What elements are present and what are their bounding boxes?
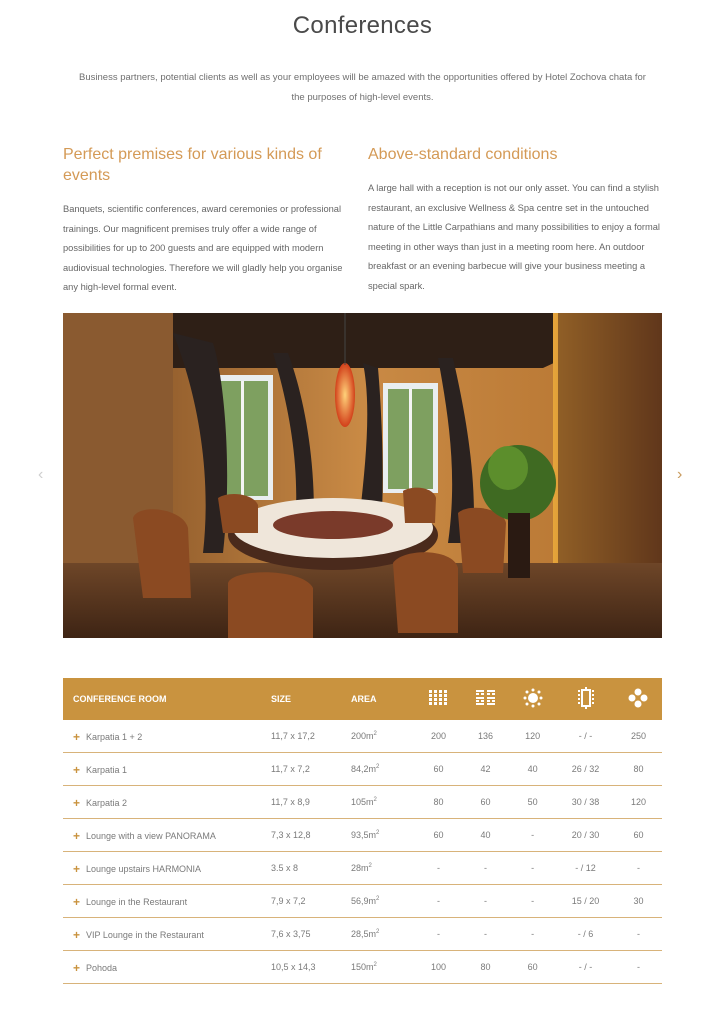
table-row[interactable] bbox=[63, 786, 662, 819]
header-size: SIZE bbox=[271, 694, 292, 704]
table-row[interactable] bbox=[63, 819, 662, 852]
room-name[interactable]: Lounge upstairs HARMONIA bbox=[86, 864, 202, 874]
capacity-cell-5: - bbox=[615, 918, 662, 951]
room-name[interactable]: Karpatia 1 bbox=[86, 765, 128, 775]
room-name[interactable]: Karpatia 1 + 2 bbox=[86, 732, 143, 742]
slider-prev-arrow[interactable]: ‹ bbox=[38, 466, 44, 483]
area-unit-superscript: 2 bbox=[373, 731, 377, 737]
room-area-value: 105m bbox=[351, 797, 374, 807]
expand-plus-icon[interactable]: + bbox=[73, 730, 81, 744]
u-shape-icon bbox=[556, 678, 615, 720]
capacity-cell-4: 30 / 38 bbox=[556, 786, 615, 819]
table-row[interactable] bbox=[63, 852, 662, 885]
capacity-cell-4: - / 12 bbox=[556, 852, 615, 885]
room-name-cell bbox=[63, 819, 271, 852]
right-heading: Above-standard conditions bbox=[368, 146, 558, 163]
room-name[interactable]: Karpatia 2 bbox=[86, 798, 128, 808]
room-name-cell bbox=[63, 753, 271, 786]
area-unit-superscript: 2 bbox=[376, 764, 380, 770]
area-unit-superscript: 2 bbox=[373, 962, 377, 968]
area-unit-superscript: 2 bbox=[376, 896, 380, 902]
room-area-value: 200m bbox=[351, 731, 374, 741]
room-area-cell bbox=[351, 753, 415, 786]
capacity-cell-2: 60 bbox=[462, 786, 509, 819]
capacity-cell-1: 60 bbox=[415, 753, 462, 786]
right-column bbox=[368, 144, 663, 296]
table-row[interactable] bbox=[63, 885, 662, 918]
room-name-cell bbox=[63, 720, 271, 753]
capacity-cell-5: 60 bbox=[615, 819, 662, 852]
room-name[interactable]: Lounge in the Restaurant bbox=[86, 897, 188, 907]
left-column bbox=[63, 144, 358, 298]
room-area-cell bbox=[351, 852, 415, 885]
capacity-cell-5: 120 bbox=[615, 786, 662, 819]
room-area-cell bbox=[351, 951, 415, 984]
capacity-cell-2: 80 bbox=[462, 951, 509, 984]
room-area-cell bbox=[351, 720, 415, 753]
room-area-value: 56,9m bbox=[351, 896, 377, 906]
capacity-cell-5: - bbox=[615, 852, 662, 885]
room-name-cell bbox=[63, 786, 271, 819]
capacity-cell-1: - bbox=[415, 918, 462, 951]
room-name[interactable]: VIP Lounge in the Restaurant bbox=[86, 930, 204, 940]
room-name[interactable]: Pohoda bbox=[86, 963, 118, 973]
capacity-cell-1: 80 bbox=[415, 786, 462, 819]
capacity-cell-4: - / - bbox=[556, 951, 615, 984]
room-size-cell: 7,6 x 3,75 bbox=[271, 918, 351, 951]
table-row[interactable] bbox=[63, 753, 662, 786]
capacity-cell-1: 60 bbox=[415, 819, 462, 852]
expand-plus-icon[interactable]: + bbox=[73, 829, 81, 843]
room-area-cell bbox=[351, 819, 415, 852]
capacity-cell-4: - / - bbox=[556, 720, 615, 753]
conference-room-photo bbox=[63, 313, 662, 638]
capacity-cell-2: 42 bbox=[462, 753, 509, 786]
banquet-icon bbox=[615, 678, 662, 720]
room-size-cell: 11,7 x 7,2 bbox=[271, 753, 351, 786]
capacity-cell-3: 120 bbox=[509, 720, 556, 753]
capacity-cell-4: 20 / 30 bbox=[556, 819, 615, 852]
area-unit-superscript: 2 bbox=[368, 863, 372, 869]
reception-icon bbox=[509, 678, 556, 720]
room-name[interactable]: Lounge with a view PANORAMA bbox=[86, 831, 216, 841]
capacity-cell-2: - bbox=[462, 885, 509, 918]
expand-plus-icon[interactable]: + bbox=[73, 796, 81, 810]
capacity-cell-5: 250 bbox=[615, 720, 662, 753]
capacity-cell-3: 50 bbox=[509, 786, 556, 819]
room-size-cell: 11,7 x 8,9 bbox=[271, 786, 351, 819]
capacity-cell-2: - bbox=[462, 918, 509, 951]
room-size-cell: 11,7 x 17,2 bbox=[271, 720, 351, 753]
capacity-cell-5: 30 bbox=[615, 885, 662, 918]
table-row[interactable] bbox=[63, 918, 662, 951]
capacity-cell-2: - bbox=[462, 852, 509, 885]
room-area-value: 93,5m bbox=[351, 830, 377, 840]
room-size-cell: 7,9 x 7,2 bbox=[271, 885, 351, 918]
intro-text: Business partners, potential clients as well as your employees will be amazed with the opportunities offered by Hotel Zochova chata for the purposes of high-level events. bbox=[79, 72, 646, 103]
capacity-cell-1: 200 bbox=[415, 720, 462, 753]
area-unit-superscript: 2 bbox=[376, 830, 380, 836]
page-title: Conferences bbox=[292, 12, 433, 39]
capacity-cell-3: 40 bbox=[509, 753, 556, 786]
capacity-cell-1: - bbox=[415, 885, 462, 918]
capacity-cell-4: 26 / 32 bbox=[556, 753, 615, 786]
capacity-cell-3: - bbox=[509, 852, 556, 885]
expand-plus-icon[interactable]: + bbox=[73, 928, 81, 942]
room-name-cell bbox=[63, 885, 271, 918]
photo-slider bbox=[63, 313, 662, 638]
capacity-cell-4: - / 6 bbox=[556, 918, 615, 951]
left-text: Banquets, scientific conferences, award ceremonies or professional trainings. Our magnificent premises truly offer a wide range of possibilities for up to 200 guests and are equipped with modern audiovisual technologies. Therefore we will gladly help you organise any high-level formal event. bbox=[63, 204, 343, 292]
room-area-value: 84,2m bbox=[351, 764, 377, 774]
capacity-cell-3: - bbox=[509, 819, 556, 852]
right-text: A large hall with a reception is not our only asset. You can find a stylish restaurant, an exclusive Wellness & Spa centre set in the untouched nature of the Little Carpathians and many possibilities to enjoy a formal meeting in other ways than just in a meeting room here. An outdoor breakfast or an evening barbecue will give your business meeting a special spark. bbox=[368, 183, 660, 291]
capacity-cell-5: 80 bbox=[615, 753, 662, 786]
room-area-value: 150m bbox=[351, 962, 374, 972]
room-size-cell: 10,5 x 14,3 bbox=[271, 951, 351, 984]
conference-rooms-table bbox=[63, 678, 662, 984]
area-unit-superscript: 2 bbox=[373, 797, 377, 803]
capacity-cell-2: 40 bbox=[462, 819, 509, 852]
left-heading: Perfect premises for various kinds of events bbox=[63, 146, 322, 184]
classroom-seating-icon bbox=[462, 678, 509, 720]
area-unit-superscript: 2 bbox=[376, 929, 380, 935]
room-name-cell bbox=[63, 852, 271, 885]
room-name-cell bbox=[63, 918, 271, 951]
room-area-cell bbox=[351, 885, 415, 918]
capacity-cell-1: 100 bbox=[415, 951, 462, 984]
room-area-cell bbox=[351, 786, 415, 819]
table-row[interactable] bbox=[63, 720, 662, 753]
slider-next-arrow[interactable]: › bbox=[677, 466, 683, 483]
header-conference-room: CONFERENCE ROOM bbox=[73, 694, 167, 704]
expand-plus-icon[interactable]: + bbox=[73, 961, 81, 975]
capacity-cell-3: 60 bbox=[509, 951, 556, 984]
room-area-cell bbox=[351, 918, 415, 951]
capacity-cell-3: - bbox=[509, 885, 556, 918]
header-area: AREA bbox=[351, 694, 377, 704]
expand-plus-icon[interactable]: + bbox=[73, 895, 81, 909]
expand-plus-icon[interactable]: + bbox=[73, 763, 81, 777]
table-row[interactable] bbox=[63, 951, 662, 984]
room-size-cell: 3.5 x 8 bbox=[271, 852, 351, 885]
table-header-row bbox=[63, 678, 662, 720]
room-size-cell: 7,3 x 12,8 bbox=[271, 819, 351, 852]
capacity-cell-3: - bbox=[509, 918, 556, 951]
room-area-value: 28m bbox=[351, 863, 369, 873]
capacity-cell-2: 136 bbox=[462, 720, 509, 753]
capacity-cell-4: 15 / 20 bbox=[556, 885, 615, 918]
room-name-cell bbox=[63, 951, 271, 984]
expand-plus-icon[interactable]: + bbox=[73, 862, 81, 876]
theatre-seating-icon bbox=[415, 678, 462, 720]
capacity-cell-1: - bbox=[415, 852, 462, 885]
capacity-cell-5: - bbox=[615, 951, 662, 984]
room-area-value: 28,5m bbox=[351, 929, 377, 939]
